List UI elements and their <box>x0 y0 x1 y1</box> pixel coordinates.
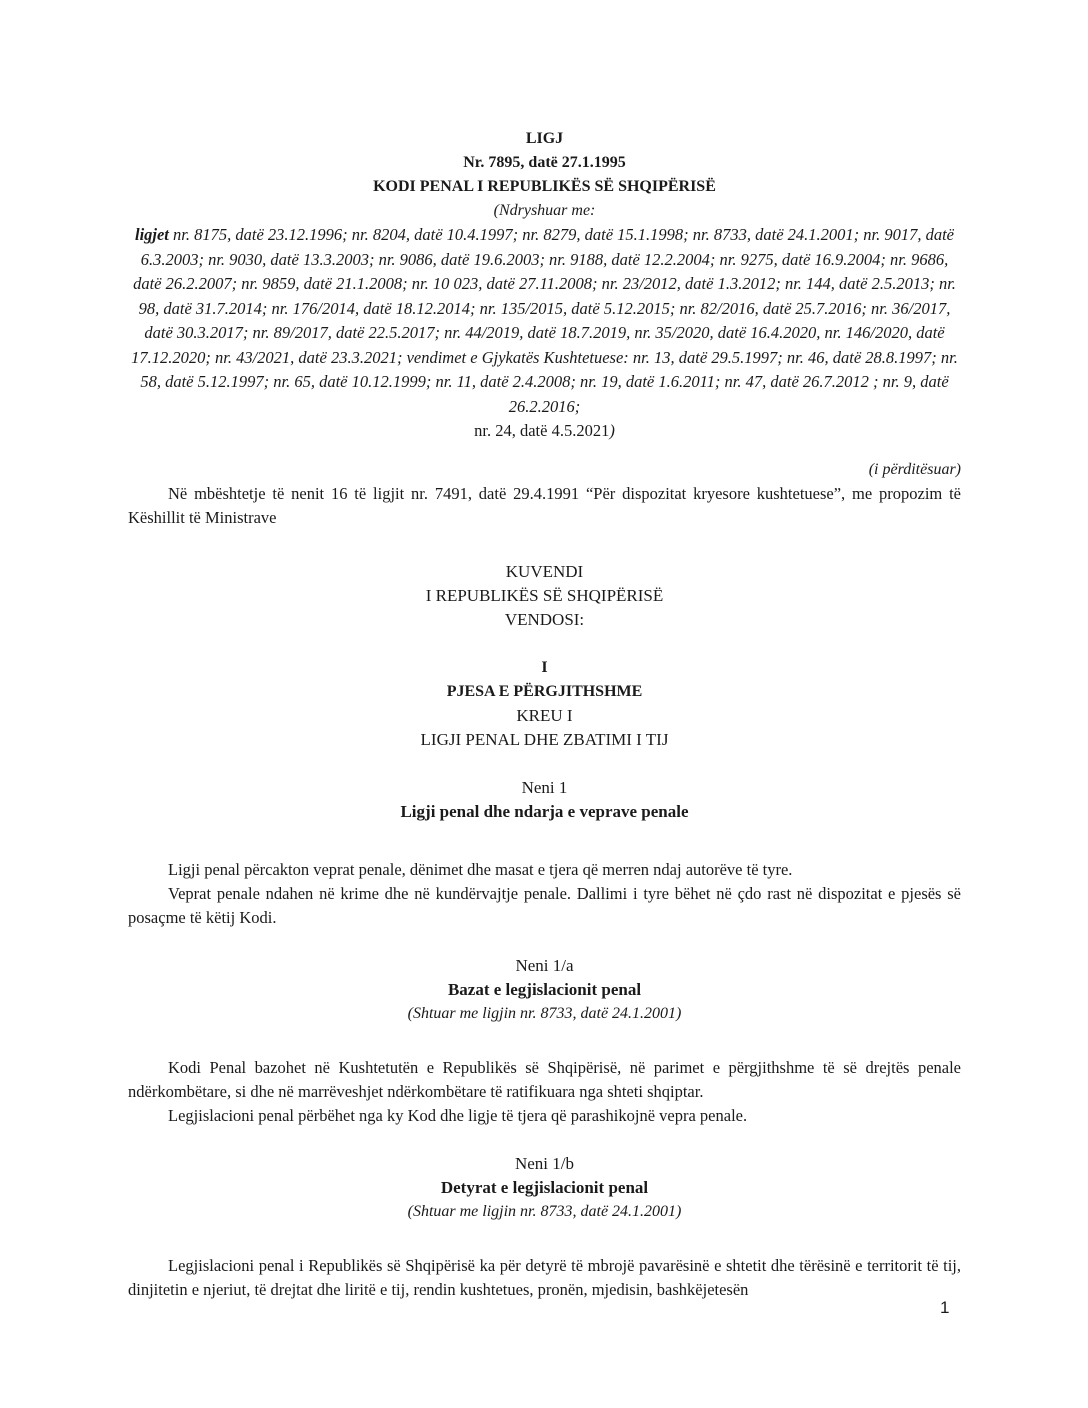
page-number: 1 <box>940 1298 950 1317</box>
amending-laws <box>128 223 961 444</box>
updated-note: (i përditësuar) <box>868 460 961 478</box>
article-title: Bazat e legjislacionit penal <box>447 979 642 999</box>
chapter-label: KREU I <box>516 705 573 725</box>
article-note: (Shtuar me ligjin nr. 8733, datë 24.1.2001) <box>407 1004 682 1022</box>
amended-intro: (Ndryshuar me: <box>493 202 596 219</box>
article-paragraph: Veprat penale ndahen në krime dhe në kundërvajtje penale. Dallimi i tyre bëhet në çdo rast në dispozitat e pjesës së posaçme të këtij Kodi. <box>128 883 961 927</box>
article-paragraph: Legjislacioni penal përbëhet nga ky Kod dhe ligje të tjera që parashikojnë vepra penale. <box>168 1105 748 1125</box>
laws-label: ligjet <box>134 225 169 244</box>
article-paragraph: Ligji penal përcakton veprat penale, dënimet dhe masat e tjera që merren ndaj autorëve të tyre. <box>168 859 793 879</box>
part-title: PJESA E PËRGJITHSHME <box>446 682 643 700</box>
law-number: Nr. 7895, datë 27.1.1995 <box>463 154 626 171</box>
article-title: Ligji penal dhe ndarja e veprave penale <box>400 801 689 821</box>
article-number: Neni 1 <box>521 777 568 797</box>
article-title: Detyrat e legjislacionit penal <box>440 1177 649 1197</box>
article-number: Neni 1/b <box>514 1153 575 1173</box>
article-number: Neni 1/a <box>515 955 574 975</box>
assembly-line-2: I REPUBLIKËS SË SHQIPËRISË <box>425 585 664 605</box>
law-title: KODI PENAL I REPUBLIKËS SË SHQIPËRISË <box>373 178 716 195</box>
laws-list: nr. 8175, datë 23.12.1996; nr. 8204, datë 10.4.1997; nr. 8279, datë 15.1.1998; nr. 8733, datë 24.1.2001; nr. 9017, datë 6.3.2003; nr. 9030, datë 13.3.2003; nr. 9086, datë 19.6.2003; nr. 9188, datë 12.2.2004; nr. 9275, datë 16.9.2004; nr. 9686, datë 26.2.2007; nr. 9859, datë 21.1.2008; nr. 10 023, datë 27.11.2008; nr. 23/2012, datë 1.3.2012; nr. 144, datë 2.5.2013; nr. 98, datë 31.7.2014; nr. 176/2014, datë 18.12.2014; nr. 135/2015, datë 5.12.2015; nr. 82/2016, datë 25.7.2016; nr. 36/2017, datë 30.3.2017; nr. 89/2017, datë 22.5.2017; nr. 44/2019, datë 18.7.2019, nr. 35/2020, datë 16.4.2020, nr. 146/2020, datë 17.12.2020; nr. 43/2021, datë 23.3.2021; <box>131 225 956 367</box>
article-paragraph: Kodi Penal bazohet në Kushtetutën e Republikës së Shqipërisë, në parimet e përgjithshme të së drejtës penale ndërkombëtare, si dhe në marrëveshjet ndërkombëtare të ratifikuara nga shteti shqiptar. <box>128 1057 961 1101</box>
last-decision: nr. 24, datë 4.5.2021 <box>474 421 610 440</box>
preamble-basis: Në mbështetje të nenit 16 të ligjit nr. 7491, datë 29.4.1991 “Për dispozitat kryesore kushtetuese”, me propozim të Këshillit të Ministrave <box>128 483 961 527</box>
closing-paren: ) <box>609 421 615 440</box>
law-word: LIGJ <box>525 130 564 147</box>
chapter-title: LIGJI PENAL DHE ZBATIMI I TIJ <box>420 729 669 749</box>
assembly-line-3: VENDOSI: <box>504 609 585 629</box>
part-numeral: I <box>541 658 548 676</box>
document-content <box>128 127 961 1302</box>
article-paragraph: Legjislacioni penal i Republikës së Shqipërisë ka për detyrë të mbrojë pavarësinë e shtetit dhe tërësinë e territorit të tij, dinjitetin e njeriut, të drejtat dhe liritë e tij, rendin kushtetues, pronën, mjedisin, bashkëjetesën <box>128 1255 961 1299</box>
court-decisions: vendimet e Gjykatës Kushtetuese: nr. 13, datë 29.5.1997; nr. 46, datë 28.8.1997; nr. 58, datë 5.12.1997; nr. 65, datë 10.12.1999; nr. 11, datë 2.4.2008; nr. 19, datë 1.6.2011; nr. 47, datë 26.7.2012 ; nr. 9, datë 26.2.2016; <box>140 347 958 416</box>
assembly-line-1: KUVENDI <box>505 561 584 581</box>
article-note: (Shtuar me ligjin nr. 8733, datë 24.1.2001) <box>407 1202 682 1220</box>
